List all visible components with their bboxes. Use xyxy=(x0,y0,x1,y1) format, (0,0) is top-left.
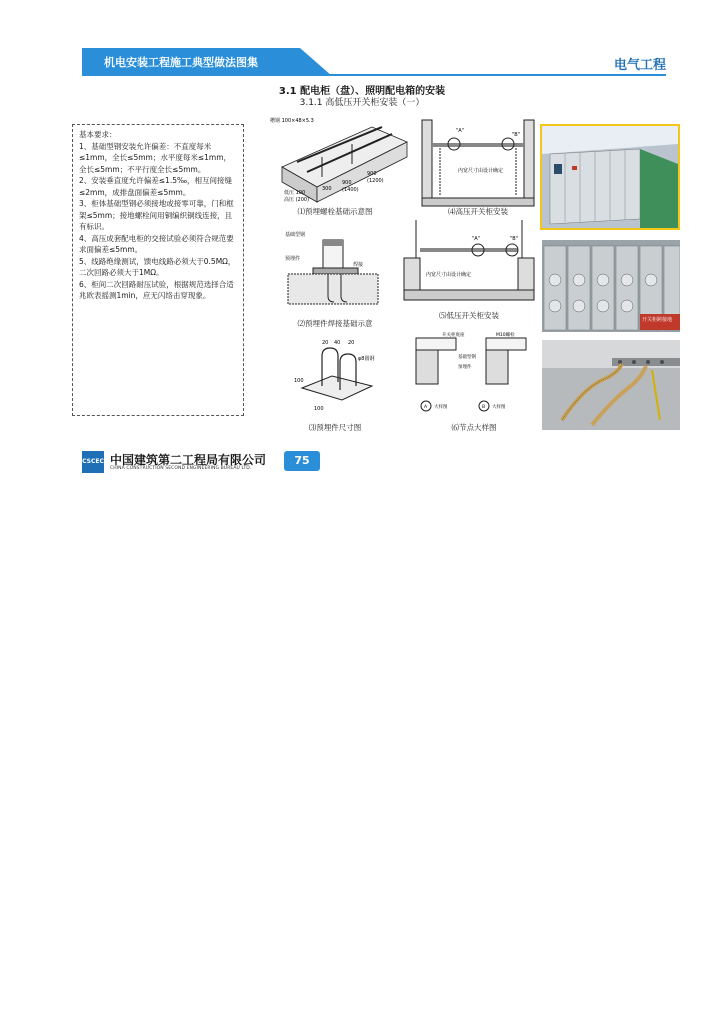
fig3-label: 100 xyxy=(314,406,324,412)
company-logo: CSCEC xyxy=(82,451,104,473)
fig1-label: 900 xyxy=(367,171,377,177)
photo-switchgear-row xyxy=(542,240,680,332)
header-rule xyxy=(300,74,666,76)
fig6-label: 开关柜底座 xyxy=(442,333,465,338)
fig6-label: M10螺栓 xyxy=(496,333,515,338)
fig2-label: 预埋件 xyxy=(285,256,301,262)
fig3-label: 40 xyxy=(334,340,341,346)
chapter-title: 3.1 配电柜（盘）、照明配电箱的安装 xyxy=(278,86,446,97)
fig6-label: 预埋件 xyxy=(458,365,472,370)
fig6-label: 基础型钢 xyxy=(458,355,476,360)
requirements-box xyxy=(72,124,244,416)
book-title: 机电安装工程施工典型做法图集 xyxy=(104,56,258,69)
company-name-en: CHINA CONSTRUCTION SECOND ENGINEERING BUREAU LTD. xyxy=(110,466,252,471)
requirement-item: 3、柜体基础型钢必须接地或接零可靠，门和框架≤5mm；接地螺栓间用铜编织铜线连接，且有标识。 xyxy=(79,199,234,231)
fig3-caption: ⑶预埋件尺寸图 xyxy=(308,423,362,432)
figure-embed-dimensions xyxy=(292,338,382,416)
fig5-caption: ⑸低压开关柜安装 xyxy=(439,311,499,320)
fig5-label: "A" xyxy=(472,236,481,242)
photo-label: 开关柜跨接地 xyxy=(642,317,673,323)
fig1-label: 槽钢 100×48×5.3 xyxy=(270,118,314,124)
fig2-label: 基础型钢 xyxy=(285,232,306,238)
fig4-label: "A" xyxy=(456,128,465,134)
fig1-label: 高压 (200) xyxy=(284,197,310,203)
subsection-title: 3.1.1 高低压开关柜安装（一） xyxy=(299,98,425,108)
section-name: 电气工程 xyxy=(613,58,666,73)
fig1-label: 300 xyxy=(322,186,332,192)
fig4-label: 内宽尺寸由设计确定 xyxy=(458,168,504,174)
photo-grounding-braid xyxy=(542,340,680,430)
fig6-label: B xyxy=(482,405,486,410)
fig5-label: 内宽尺寸由设计确定 xyxy=(426,272,472,278)
fig3-label: φ8圆钢 xyxy=(358,356,375,362)
figure-node-details xyxy=(412,328,536,416)
figure-lv-switchgear xyxy=(402,218,536,302)
fig1-label: (1400) xyxy=(342,187,359,193)
fig2-label: 焊接 xyxy=(353,262,364,268)
requirement-item: 6、柜间二次回路耐压试验，根据规范选择合适兆欧表摇测1min，应无闪络击穿现象。 xyxy=(79,279,234,300)
fig1-label: 低压 100 xyxy=(284,190,306,196)
figure-hv-switchgear xyxy=(420,118,536,208)
fig4-label: "B" xyxy=(512,132,521,138)
fig6-caption: ⑹节点大样图 xyxy=(451,423,497,432)
photo-switchgear-room xyxy=(540,124,680,230)
figure-welded-embed xyxy=(283,228,383,316)
svg-text:开关柜跨接地 xyxy=(642,316,672,323)
fig3-label: 20 xyxy=(348,340,355,346)
fig3-label: 100 xyxy=(294,378,304,384)
requirement-item: 1、基础型钢安装允许偏差：不直度每米≤1mm，全长≤5mm；水平度每米≤1mm，全长≤5mm；不平行度全长≤5mm。 xyxy=(79,141,232,174)
fig1-label: 900 xyxy=(342,180,352,186)
requirement-item: 2、安装垂直度允许偏差≤1.5‰，相互间接缝≤2mm，成排盘面偏差≤5mm。 xyxy=(79,176,233,197)
fig5-label: "B" xyxy=(510,236,519,242)
requirement-item: 5、线路绝缘测试，馈电线路必须大于0.5MΩ，二次回路必须大于1MΩ。 xyxy=(79,256,236,277)
fig6-label: A xyxy=(424,405,428,410)
company-name: 中国建筑第二工程局有限公司 xyxy=(110,453,267,467)
fig1-caption: ⑴预埋螺栓基础示意图 xyxy=(297,207,373,216)
page-number: 75 xyxy=(284,451,320,471)
figure-embedded-bolt-foundation xyxy=(262,112,412,212)
fig2-caption: ⑵预埋件焊接基础示意 xyxy=(297,319,373,328)
fig4-caption: ⑷高压开关柜安装 xyxy=(448,207,508,216)
fig6-label: 大样图 xyxy=(492,405,506,410)
fig1-label: (1200) xyxy=(367,178,384,184)
requirement-item: 4、高压成套配电柜的交接试验必须符合规范要求面偏差≤5mm。 xyxy=(79,233,234,254)
fig6-label: 大样图 xyxy=(434,405,448,410)
fig3-label: 20 xyxy=(322,340,329,346)
requirements-heading: 基本要求： xyxy=(79,130,117,139)
